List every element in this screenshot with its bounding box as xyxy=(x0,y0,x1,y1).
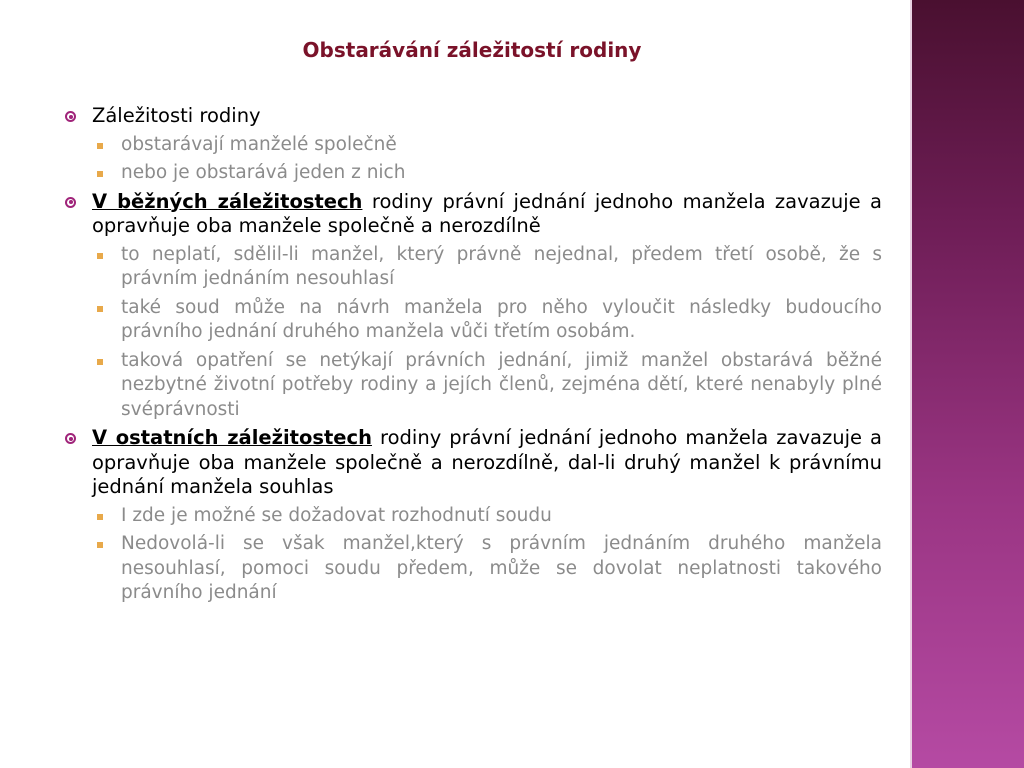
bullet-text: Záležitosti rodiny xyxy=(92,104,261,127)
slide-title: Obstarávání záležitostí rodiny xyxy=(302,38,642,62)
square-bullet-icon xyxy=(97,514,103,520)
square-bullet-icon xyxy=(97,143,103,149)
sub-bullet-item xyxy=(94,296,882,345)
sub-bullet-text: nebo je obstarává jeden z nich xyxy=(121,162,406,183)
sub-bullet-item xyxy=(94,349,882,423)
decorative-side-band xyxy=(912,0,1024,768)
bullet-item xyxy=(62,426,882,500)
sub-bullet-item xyxy=(94,161,882,186)
square-bullet-icon xyxy=(97,542,103,548)
sub-bullet-text: to neplatí, sdělil-li manžel, který právně nejednal, předem třetí osobě, že s právním jednáním nesouhlasí xyxy=(121,243,882,289)
sub-bullet-item xyxy=(94,243,882,292)
sub-bullet-item xyxy=(94,532,882,606)
slide-content xyxy=(62,104,882,610)
bullet-lead: V ostatních záležitostech xyxy=(92,426,372,449)
sub-bullet-text: taková opatření se netýkají právních jednání, jimiž manžel obstarává běžné nezbytné životní potřeby rodiny a jejích členů, zejména dětí, které nenabyly plné svéprávnosti xyxy=(121,349,882,420)
sub-bullet-text: také soud může na návrh manžela pro něho vyloučit následky budoucího právního jednání druhého manžela vůči třetím osobám. xyxy=(121,296,882,342)
bullet-item xyxy=(62,104,882,129)
circle-bullet-icon xyxy=(65,433,76,444)
sub-bullet-text: I zde je možné se dožadovat rozhodnutí soudu xyxy=(121,504,552,526)
circle-bullet-icon xyxy=(65,111,76,122)
sub-bullet-item xyxy=(94,504,882,529)
circle-bullet-icon xyxy=(65,197,76,208)
bullet-lead: V běžných záležitostech xyxy=(92,189,363,213)
bullet-text: rodiny právní jednání jednoho manžela zavazuje a opravňuje oba manžele společně a nerozdílně, dal-li druhý manžel k právnímu jednání manžela souhlas xyxy=(92,426,882,498)
bullet-text: rodiny právní jednání jednoho manžela zavazuje a opravňuje oba manžele společně a nerozdílně xyxy=(92,189,882,237)
square-bullet-icon xyxy=(97,253,103,259)
sub-bullet-item xyxy=(94,133,882,158)
sub-bullet-text: obstarávají manželé společně xyxy=(121,133,397,155)
square-bullet-icon xyxy=(97,306,103,312)
square-bullet-icon xyxy=(97,359,103,365)
sub-bullet-text: Nedovolá-li se však manžel,který s právním jednáním druhého manžela nesouhlasí, pomoci soudu předem, může se dovolat neplatnosti takového právního jednání xyxy=(121,533,882,603)
square-bullet-icon xyxy=(97,171,103,177)
bullet-item xyxy=(62,190,882,239)
